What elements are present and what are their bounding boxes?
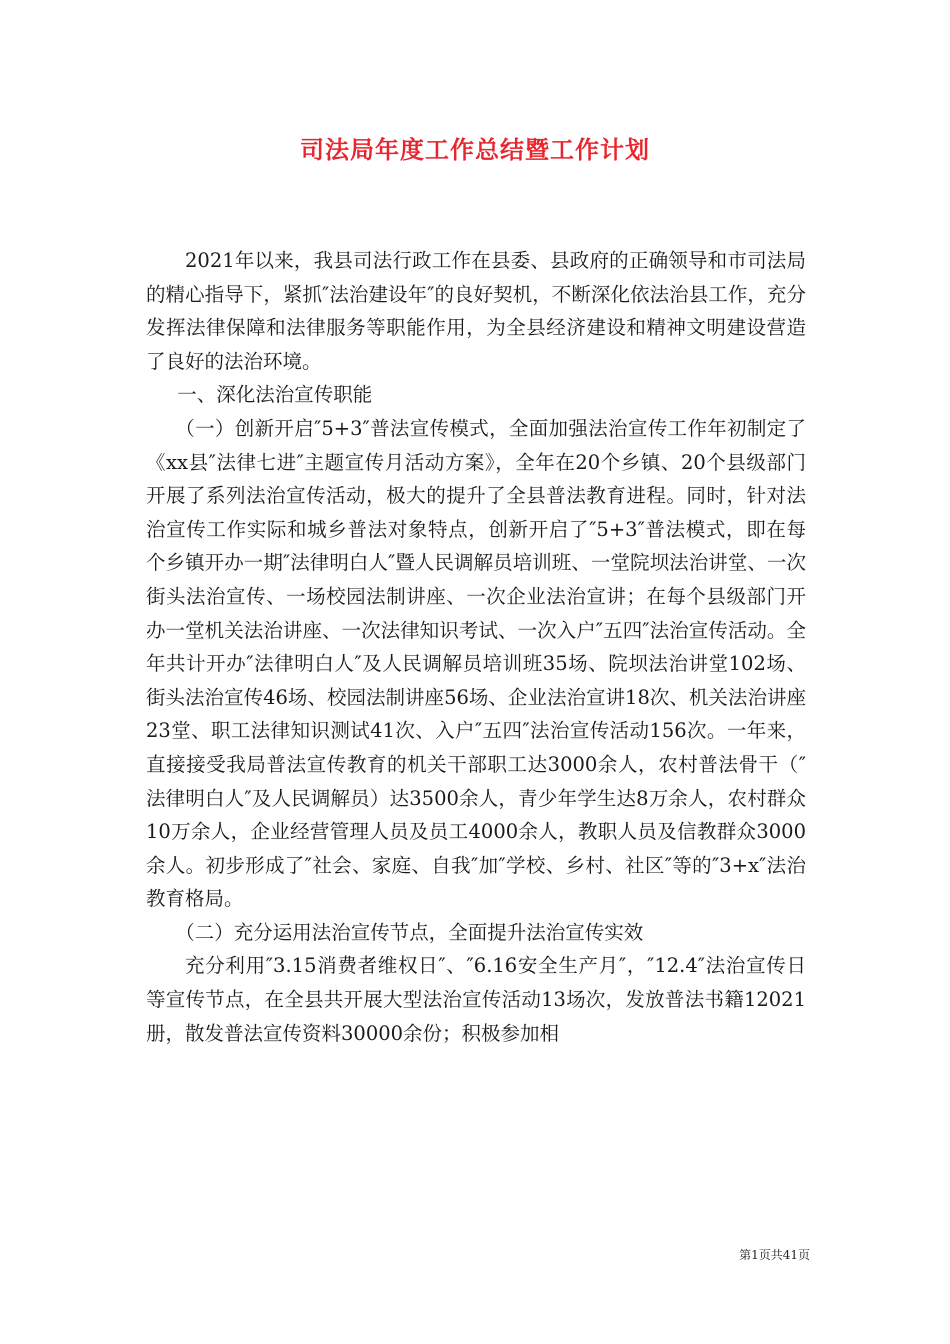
document-body [146,244,806,1050]
page-number: 第1页共41页 [739,1248,810,1262]
subsection-heading-2: （二）充分运用法治宣传节点，全面提升法治宣传实效 [175,920,644,944]
intro-paragraph: 2021年以来，我县司法行政工作在县委、县政府的正确领导和市司法局的精心指导下，紧抓″法治建设年″的良好契机，不断深化依法治县工作，充分发挥法律保障和法律服务等职能作用，为全县经济建设和精神文明建设营造了良好的法治环境。 [146,249,806,373]
section-heading: 一、深化法治宣传职能 [177,383,373,407]
document-title: 司法局年度工作总结暨工作计划 [300,135,650,164]
subsection-paragraph-1: （一）创新开启″5+3″普法宣传模式，全面加强法治宣传工作年初制定了《xx县″法律七进″主题宣传月活动方案》，全年在20个乡镇、20个县级部门开展了系列法治宣传活动，极大的提升了全县普法教育进程。同时，针对法治宣传工作实际和城乡普法对象特点，创新开启了″5+3″普法模式，即在每个乡镇开办一期″法律明白人″暨人民调解员培训班、一堂院坝法治讲堂、一次街头法治宣传、一场校园法制讲座、一次企业法治宣讲；在每个县级部门开办一堂机关法治讲座、一次法律知识考试、一次入户″五四″法治宣传活动。全年共计开办″法律明白人″及人民调解员培训班35场、院坝法治讲堂102场、街头法治宣传46场、校园法制讲座56场、企业法治宣讲18次、机关法治讲座23堂、职工法律知识测试41次、入户″五四″法治宣传活动156次。一年来，直接接受我局普法宣传教育的机关干部职工达3000余人，农村普法骨干（″法律明白人″及人民调解员）达3500余人，青少年学生达8万余人，农村群众10万余人，企业经营管理人员及员工4000余人，教职人员及信教群众3000余人。初步形成了″社会、家庭、自我″加″学校、乡村、社区″等的″3+x″法治教育格局。 [146,416,806,911]
subsection-paragraph-2: 充分利用″3.15消费者维权日″、″6.16安全生产月″，″12.4″法治宣传日等宣传节点，在全县共开展大型法治宣传活动13场次，发放普法书籍12021册，散发普法宣传资料30000余份；积极参加相 [146,954,806,1045]
